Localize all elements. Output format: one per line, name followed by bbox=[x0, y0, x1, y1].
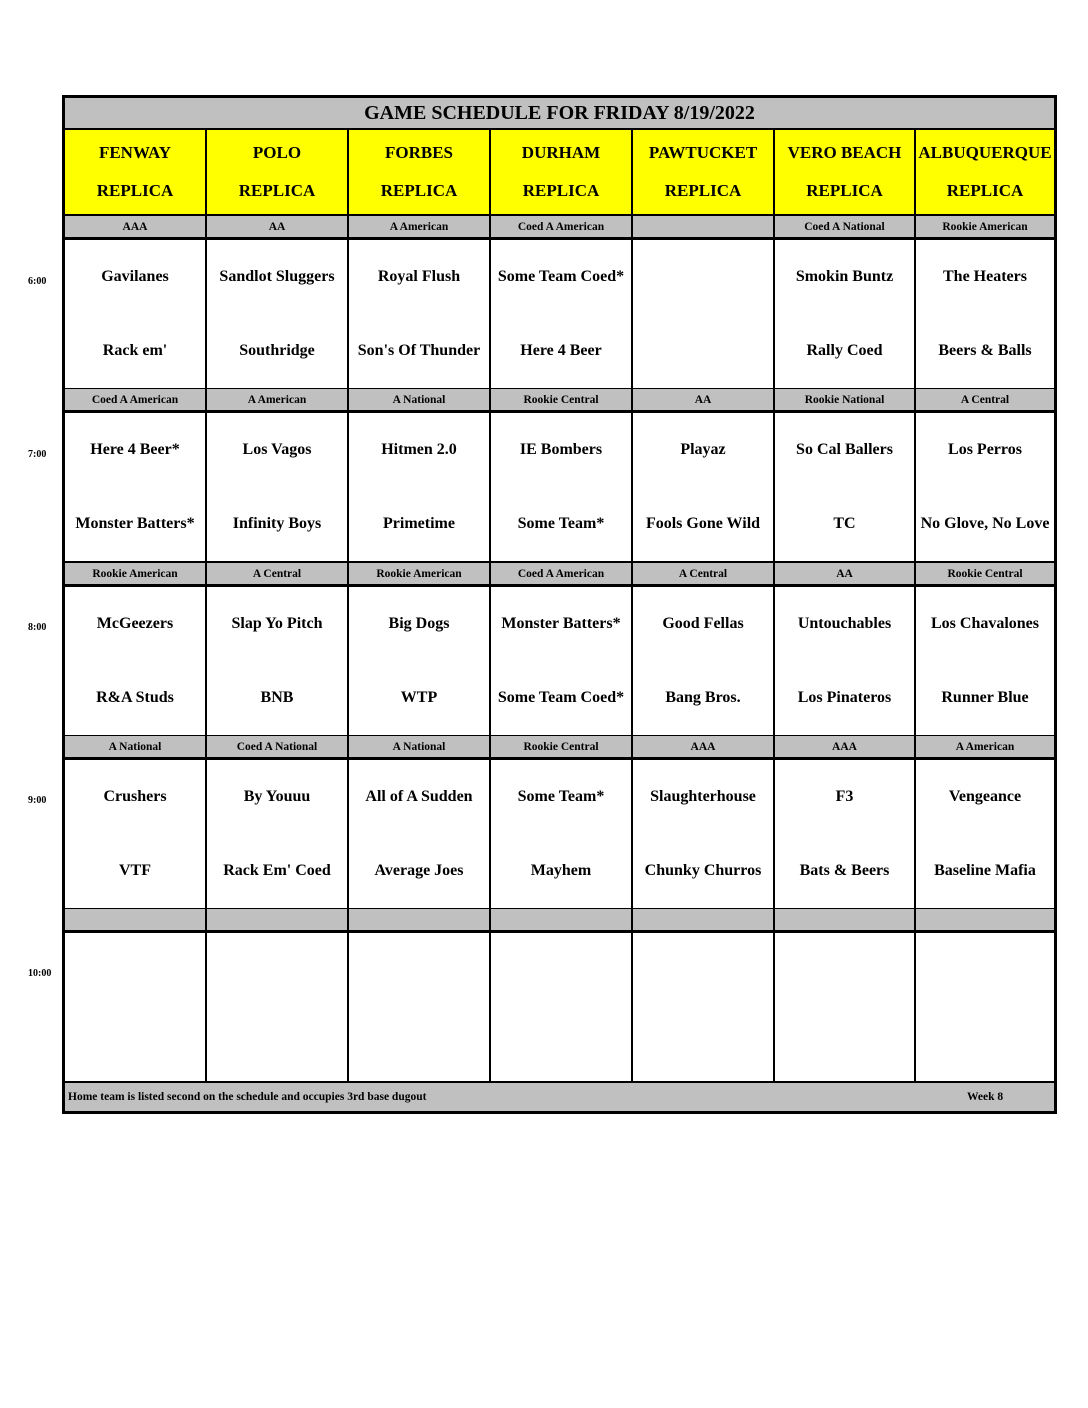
game-cell bbox=[633, 760, 773, 908]
home-team: Rack Em' Coed bbox=[223, 862, 331, 879]
away-team-slot bbox=[843, 947, 847, 993]
division-label: Rookie American bbox=[65, 563, 205, 584]
home-team-slot bbox=[663, 675, 742, 721]
home-team: Bang Bros. bbox=[665, 689, 741, 706]
away-team-slot bbox=[241, 427, 314, 473]
division-label: A Central bbox=[633, 563, 773, 584]
game-cell bbox=[65, 587, 205, 735]
home-team: Fools Gone Wild bbox=[645, 515, 761, 532]
home-team-slot bbox=[417, 1021, 421, 1067]
home-team: Rally Coed bbox=[806, 342, 883, 359]
game-cell bbox=[349, 760, 489, 908]
division-label bbox=[633, 909, 773, 930]
away-team: Royal Flush bbox=[377, 268, 461, 285]
away-team-slot bbox=[678, 427, 727, 473]
home-team-slot bbox=[101, 328, 169, 374]
game-cell bbox=[491, 587, 631, 735]
game-cell bbox=[207, 413, 347, 561]
home-team-slot bbox=[932, 848, 1038, 894]
home-team: No Glove, No Love bbox=[920, 515, 1050, 532]
division-label bbox=[207, 909, 347, 930]
away-team-slot bbox=[941, 254, 1029, 300]
away-team: Crushers bbox=[103, 788, 167, 805]
division-label: Coed A American bbox=[491, 563, 631, 584]
away-team: Here 4 Beer* bbox=[90, 441, 180, 458]
away-team: Slap Yo Pitch bbox=[231, 615, 323, 632]
division-label: Coed A American bbox=[491, 216, 631, 237]
game-cell bbox=[349, 587, 489, 735]
away-team-slot bbox=[834, 774, 856, 820]
home-team: Here 4 Beer bbox=[520, 342, 602, 359]
home-team-slot bbox=[516, 501, 607, 547]
division-label: AA bbox=[633, 389, 773, 410]
game-cell bbox=[775, 240, 914, 388]
game-cell bbox=[916, 760, 1054, 908]
away-team: Big Dogs bbox=[388, 615, 450, 632]
home-team: BNB bbox=[260, 689, 294, 706]
division-label: Coed A American bbox=[65, 389, 205, 410]
away-team: F3 bbox=[835, 788, 854, 805]
game-cell bbox=[916, 240, 1054, 388]
home-team-slot bbox=[373, 848, 466, 894]
game-cell bbox=[916, 413, 1054, 561]
home-team: Mayhem bbox=[530, 862, 592, 879]
division-label: Rookie Central bbox=[491, 389, 631, 410]
field-header bbox=[775, 130, 914, 214]
division-label: A American bbox=[349, 216, 489, 237]
away-team: The Heaters bbox=[943, 268, 1027, 285]
division-label bbox=[65, 909, 205, 930]
game-cell bbox=[491, 760, 631, 908]
home-team-slot bbox=[73, 501, 196, 547]
game-cell bbox=[916, 933, 1054, 1081]
home-team-slot bbox=[796, 675, 893, 721]
away-team-slot bbox=[648, 774, 758, 820]
away-team-slot bbox=[499, 601, 622, 647]
away-team: Los Vagos bbox=[242, 441, 312, 458]
away-team-slot bbox=[559, 947, 563, 993]
home-team: Average Joes bbox=[374, 862, 464, 879]
away-team-slot bbox=[701, 254, 705, 300]
field-name: FORBES bbox=[384, 143, 454, 162]
field-name: POLO bbox=[252, 143, 302, 162]
game-cell bbox=[633, 587, 773, 735]
division-label: Rookie National bbox=[775, 389, 914, 410]
away-team-slot bbox=[796, 601, 893, 647]
field-header bbox=[633, 130, 773, 214]
game-cell bbox=[65, 413, 205, 561]
home-team: Infinity Boys bbox=[232, 515, 322, 532]
home-team-slot bbox=[831, 501, 857, 547]
division-label bbox=[633, 216, 773, 237]
home-team: Some Team* bbox=[517, 515, 605, 532]
home-team-slot bbox=[237, 328, 317, 374]
home-team-slot bbox=[221, 848, 333, 894]
home-team-slot bbox=[939, 675, 1030, 721]
game-cell bbox=[916, 587, 1054, 735]
time-label: 8:00 bbox=[28, 622, 47, 633]
home-team-slot bbox=[381, 501, 457, 547]
away-team: Los Perros bbox=[948, 441, 1022, 458]
division-label bbox=[775, 909, 914, 930]
away-team-slot bbox=[99, 254, 171, 300]
field-subtitle: REPLICA bbox=[96, 181, 174, 200]
game-cell bbox=[349, 240, 489, 388]
field-name: VERO BEACH bbox=[787, 143, 902, 162]
home-team-slot bbox=[644, 501, 762, 547]
home-team-slot bbox=[133, 1021, 137, 1067]
home-team-slot bbox=[919, 501, 1052, 547]
game-cell bbox=[207, 587, 347, 735]
time-label: 9:00 bbox=[28, 795, 47, 806]
field-header bbox=[349, 130, 489, 214]
away-team-slot bbox=[242, 774, 313, 820]
field-header bbox=[65, 130, 205, 214]
division-label: Coed A National bbox=[207, 736, 347, 757]
away-team-slot bbox=[101, 774, 168, 820]
division-label: AAA bbox=[775, 736, 914, 757]
time-label: 6:00 bbox=[28, 276, 47, 287]
home-team: Some Team Coed* bbox=[497, 689, 625, 706]
division-label bbox=[349, 909, 489, 930]
footer-bar bbox=[65, 1083, 1054, 1111]
schedule-table bbox=[62, 95, 1057, 1114]
away-team-slot bbox=[275, 947, 279, 993]
home-team-slot bbox=[399, 675, 439, 721]
field-subtitle: REPLICA bbox=[946, 181, 1024, 200]
away-team-slot bbox=[379, 427, 459, 473]
game-cell bbox=[207, 240, 347, 388]
game-cell bbox=[349, 933, 489, 1081]
division-label: A American bbox=[207, 389, 347, 410]
home-team-slot bbox=[983, 1021, 987, 1067]
game-cell bbox=[775, 933, 914, 1081]
division-label: Rookie American bbox=[349, 563, 489, 584]
away-team: Good Fellas bbox=[662, 615, 744, 632]
away-team-slot bbox=[496, 254, 626, 300]
away-team: Untouchables bbox=[797, 615, 892, 632]
away-team-slot bbox=[929, 601, 1041, 647]
home-team: Rack em' bbox=[102, 342, 168, 359]
away-team: Smokin Buntz bbox=[795, 268, 894, 285]
division-label bbox=[916, 909, 1054, 930]
away-team: Vengeance bbox=[948, 788, 1022, 805]
division-label: A National bbox=[65, 736, 205, 757]
schedule-title: GAME SCHEDULE FOR FRIDAY 8/19/2022 bbox=[65, 98, 1054, 128]
home-team-slot bbox=[275, 1021, 279, 1067]
away-team-slot bbox=[516, 774, 607, 820]
away-team-slot bbox=[230, 601, 325, 647]
away-team: Los Chavalones bbox=[930, 615, 1040, 632]
game-cell bbox=[633, 240, 773, 388]
home-team-slot bbox=[259, 675, 296, 721]
home-team: VTF bbox=[119, 862, 151, 879]
home-team-slot bbox=[798, 848, 892, 894]
away-team: Monster Batters* bbox=[501, 615, 621, 632]
home-team: TC bbox=[833, 515, 856, 532]
field-header bbox=[207, 130, 347, 214]
game-cell bbox=[207, 760, 347, 908]
game-cell bbox=[775, 587, 914, 735]
home-team: R&A Studs bbox=[96, 689, 174, 706]
home-team: Bats & Beers bbox=[799, 862, 890, 879]
week-label: Week 8 bbox=[967, 1091, 1004, 1103]
time-label: 7:00 bbox=[28, 449, 47, 460]
home-team-slot bbox=[496, 675, 626, 721]
away-team-slot bbox=[794, 427, 895, 473]
home-team-slot bbox=[701, 328, 705, 374]
away-team-slot bbox=[701, 947, 705, 993]
field-header bbox=[916, 130, 1054, 214]
game-cell bbox=[65, 240, 205, 388]
home-team: Baseline Mafia bbox=[934, 862, 1036, 879]
field-header bbox=[491, 130, 631, 214]
away-team-slot bbox=[217, 254, 336, 300]
away-team-slot bbox=[417, 947, 421, 993]
away-team: Playaz bbox=[680, 441, 726, 458]
division-label: Coed A National bbox=[775, 216, 914, 237]
away-team-slot bbox=[387, 601, 452, 647]
home-team: Beers & Balls bbox=[938, 342, 1032, 359]
field-name: FENWAY bbox=[98, 143, 172, 162]
division-label: AA bbox=[775, 563, 914, 584]
game-cell bbox=[633, 413, 773, 561]
home-team: Southridge bbox=[239, 342, 315, 359]
away-team: So Cal Ballers bbox=[796, 441, 893, 458]
away-team: Gavilanes bbox=[101, 268, 169, 285]
away-team: Hitmen 2.0 bbox=[381, 441, 457, 458]
away-team-slot bbox=[363, 774, 474, 820]
field-subtitle: REPLICA bbox=[664, 181, 742, 200]
division-label: AAA bbox=[65, 216, 205, 237]
home-team-slot bbox=[518, 328, 603, 374]
footer-note: Home team is listed second on the schedule and occupies 3rd base dugout bbox=[68, 1091, 427, 1103]
division-label: A National bbox=[349, 736, 489, 757]
game-cell bbox=[775, 760, 914, 908]
field-name: PAWTUCKET bbox=[648, 143, 758, 162]
away-team-slot bbox=[88, 427, 181, 473]
away-team-slot bbox=[95, 601, 175, 647]
division-label: Rookie American bbox=[916, 216, 1054, 237]
game-cell bbox=[633, 933, 773, 1081]
division-label: Rookie Central bbox=[491, 736, 631, 757]
away-team: Slaughterhouse bbox=[650, 788, 756, 805]
game-cell bbox=[65, 933, 205, 1081]
away-team-slot bbox=[133, 947, 137, 993]
division-label: Rookie Central bbox=[916, 563, 1054, 584]
away-team: All of A Sudden bbox=[365, 788, 473, 805]
home-team-slot bbox=[356, 328, 482, 374]
home-team-slot bbox=[529, 848, 593, 894]
home-team: Runner Blue bbox=[941, 689, 1029, 706]
home-team: WTP bbox=[400, 689, 438, 706]
field-subtitle: REPLICA bbox=[380, 181, 458, 200]
away-team-slot bbox=[518, 427, 604, 473]
away-team: By Youuu bbox=[243, 788, 311, 805]
away-team-slot bbox=[946, 427, 1024, 473]
away-team-slot bbox=[376, 254, 462, 300]
home-team-slot bbox=[94, 675, 176, 721]
away-team: McGeezers bbox=[96, 615, 174, 632]
away-team: Some Team* bbox=[517, 788, 605, 805]
home-team: Primetime bbox=[383, 515, 455, 532]
home-team-slot bbox=[701, 1021, 705, 1067]
away-team: IE Bombers bbox=[519, 441, 603, 458]
away-team-slot bbox=[660, 601, 745, 647]
home-team: Chunky Churros bbox=[644, 862, 762, 879]
home-team-slot bbox=[117, 848, 153, 894]
game-cell bbox=[491, 933, 631, 1081]
away-team-slot bbox=[983, 947, 987, 993]
division-label: A American bbox=[916, 736, 1054, 757]
home-team-slot bbox=[843, 1021, 847, 1067]
division-label: AAA bbox=[633, 736, 773, 757]
home-team: Los Pinateros bbox=[797, 689, 892, 706]
away-team: Sandlot Sluggers bbox=[219, 268, 335, 285]
game-cell bbox=[491, 413, 631, 561]
away-team-slot bbox=[947, 774, 1023, 820]
field-name: DURHAM bbox=[521, 143, 601, 162]
away-team: Some Team Coed* bbox=[497, 268, 625, 285]
home-team-slot bbox=[805, 328, 885, 374]
home-team-slot bbox=[936, 328, 1033, 374]
game-cell bbox=[65, 760, 205, 908]
field-name: ALBUQUERQUE bbox=[918, 143, 1052, 162]
home-team-slot bbox=[231, 501, 323, 547]
game-cell bbox=[491, 240, 631, 388]
home-team-slot bbox=[559, 1021, 563, 1067]
field-subtitle: REPLICA bbox=[522, 181, 600, 200]
division-label: AA bbox=[207, 216, 347, 237]
field-subtitle: REPLICA bbox=[238, 181, 316, 200]
division-label: A Central bbox=[916, 389, 1054, 410]
division-label bbox=[491, 909, 631, 930]
away-team-slot bbox=[794, 254, 895, 300]
division-label: A Central bbox=[207, 563, 347, 584]
home-team: Monster Batters* bbox=[75, 515, 195, 532]
time-label: 10:00 bbox=[28, 968, 52, 979]
home-team-slot bbox=[643, 848, 764, 894]
division-label: A National bbox=[349, 389, 489, 410]
game-cell bbox=[775, 413, 914, 561]
field-subtitle: REPLICA bbox=[806, 181, 883, 200]
game-cell bbox=[349, 413, 489, 561]
home-team: Son's Of Thunder bbox=[357, 342, 481, 359]
game-cell bbox=[207, 933, 347, 1081]
